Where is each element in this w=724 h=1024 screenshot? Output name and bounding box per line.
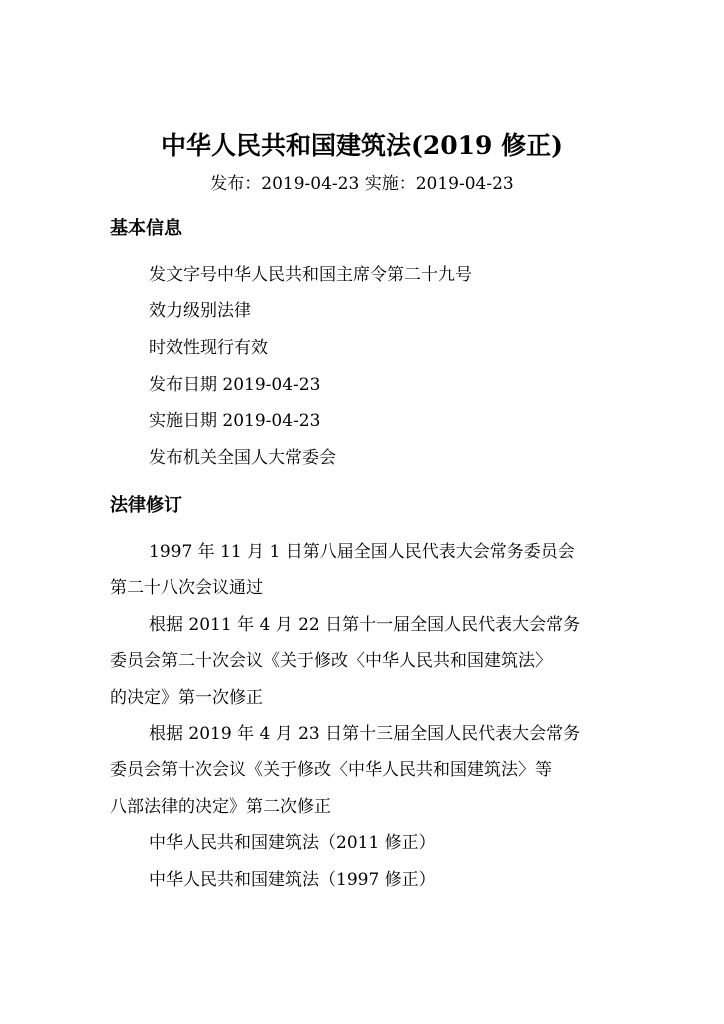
basic-info-heading: 基本信息 [110, 218, 182, 239]
related-version-2011: 中华人民共和国建筑法（2011 修正） [149, 833, 436, 853]
info-effective-date: 实施日期 2019-04-23 [149, 411, 321, 431]
info-effect-level: 效力级别法律 [149, 301, 251, 321]
revision-paragraph-1-line-1: 1997 年 11 月 1 日第八届全国人民代表大会常务委员会 [149, 542, 575, 562]
info-validity: 时效性现行有效 [149, 338, 268, 358]
revision-paragraph-3-line-3: 八部法律的决定》第二次修正 [110, 797, 331, 817]
revision-paragraph-3-line-1: 根据 2019 年 4 月 23 日第十三届全国人民代表大会常务 [149, 724, 581, 744]
revision-paragraph-2-line-2: 委员会第二十次会议《关于修改〈中华人民共和国建筑法〉 [110, 651, 552, 671]
revision-paragraph-2-line-1: 根据 2011 年 4 月 22 日第十一届全国人民代表大会常务 [149, 615, 581, 635]
related-version-1997: 中华人民共和国建筑法（1997 修正） [149, 870, 436, 890]
publish-date-line: 发布：2019-04-23 实施：2019-04-23 [210, 174, 514, 194]
info-document-number: 发文字号中华人民共和国主席令第二十九号 [149, 265, 472, 285]
revision-paragraph-3-line-2: 委员会第十次会议《关于修改〈中华人民共和国建筑法〉等 [110, 760, 552, 780]
revision-paragraph-1-line-2: 第二十八次会议通过 [110, 578, 263, 598]
revisions-heading: 法律修订 [110, 495, 182, 516]
revision-paragraph-2-line-3: 的决定》第一次修正 [110, 688, 263, 708]
info-publish-date: 发布日期 2019-04-23 [149, 375, 321, 395]
info-issuing-authority: 发布机关全国人大常委会 [149, 448, 336, 468]
document-title: 中华人民共和国建筑法(2019 修正) [161, 131, 563, 160]
